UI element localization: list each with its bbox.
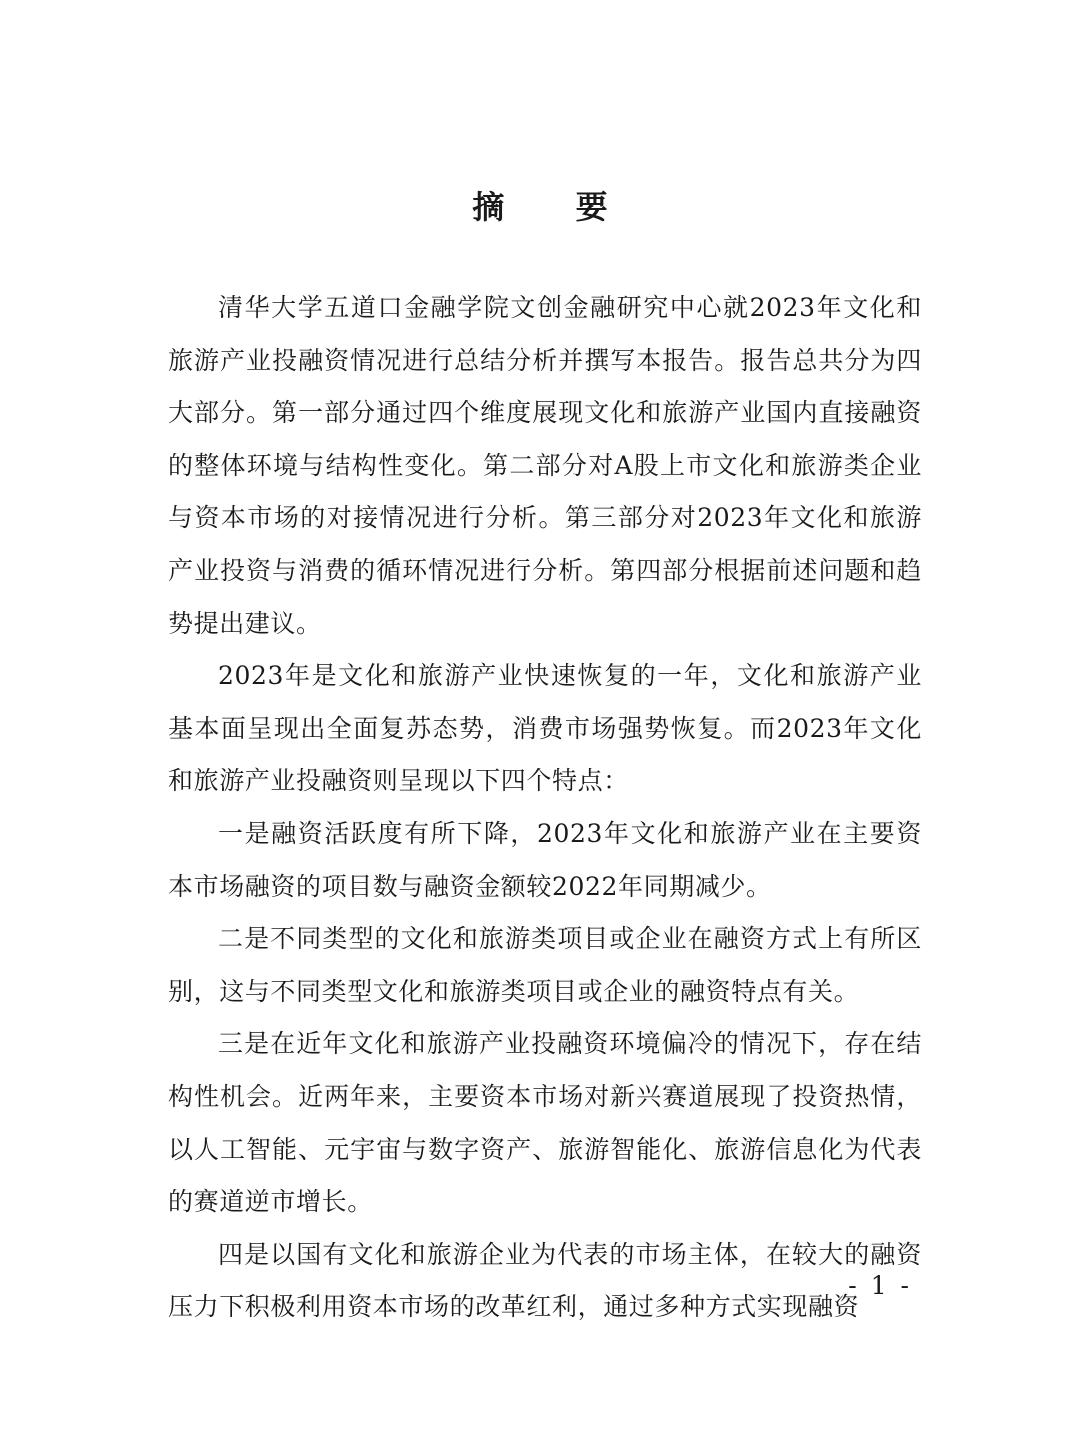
page-number: - 1 - [848,1271,912,1300]
paragraph-feature-1: 一是融资活跃度有所下降，2023年文化和旅游产业在主要资本市场融资的项目数与融资金额较2022年同期减少。 [168,818,922,901]
document-body [168,282,922,1334]
page-title: 摘 要 [472,188,638,226]
paragraph-overview: 2023年是文化和旅游产业快速恢复的一年，文化和旅游产业基本面呈现出全面复苏态势，消费市场强势恢复。而2023年文化和旅游产业投融资则呈现以下四个特点： [168,661,922,796]
paragraph-feature-3: 三是在近年文化和旅游产业投融资环境偏冷的情况下，存在结构性机会。近两年来，主要资本市场对新兴赛道展现了投资热情，以人工智能、元宇宙与数字资产、旅游智能化、旅游信息化为代表的赛道逆市增长。 [168,1029,922,1217]
paragraph-feature-4: 四是以国有文化和旅游企业为代表的市场主体，在较大的融资压力下积极利用资本市场的改革红利，通过多种方式实现融资 [168,1239,922,1322]
paragraph-feature-2: 二是不同类型的文化和旅游类项目或企业在融资方式上有所区别，这与不同类型文化和旅游类项目或企业的融资特点有关。 [168,924,922,1006]
paragraph-intro: 清华大学五道口金融学院文创金融研究中心就2023年文化和旅游产业投融资情况进行总结分析并撰写本报告。报告总共分为四大部分。第一部分通过四个维度展现文化和旅游产业国内直接融资的整体环境与结构性变化。第二部分对A股上市文化和旅游类企业与资本市场的对接情况进行分析。第三部分对2023年文化和旅游产业投资与消费的循环情况进行分析。第四部分根据前述问题和趋势提出建议。 [168,293,922,638]
